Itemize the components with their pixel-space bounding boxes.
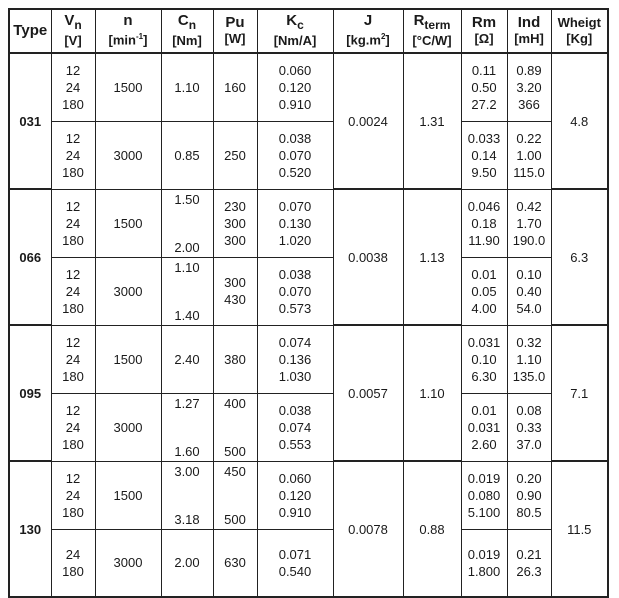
kc-cell-value: 0.910 xyxy=(278,504,312,520)
cn-cell-value: 1.10 xyxy=(174,259,200,275)
pu-cell-values xyxy=(214,274,257,308)
kc-cell-values xyxy=(258,62,333,113)
kc-cell-values xyxy=(258,130,333,181)
rm-cell-value: 27.2 xyxy=(471,96,497,112)
rm-cell xyxy=(461,529,507,597)
ind-cell-value: 1.70 xyxy=(516,215,542,231)
vn-cell-value: 12 xyxy=(65,266,81,282)
cn-cell xyxy=(161,393,213,461)
rm-cell-value: 0.019 xyxy=(467,546,501,562)
vn-cell xyxy=(51,529,95,597)
vn-cell-value: 24 xyxy=(65,79,81,95)
vn-cell-value: 24 xyxy=(65,351,81,367)
kc-cell-values xyxy=(258,470,333,521)
cn-cell: 2.00 xyxy=(161,529,213,597)
rm-cell-value: 0.031 xyxy=(467,334,501,350)
ind-cell-values xyxy=(508,402,551,453)
rm-cell xyxy=(461,53,507,121)
ind-cell-values xyxy=(508,266,551,317)
kc-cell xyxy=(257,257,333,325)
kc-cell xyxy=(257,189,333,257)
header-type: Type xyxy=(9,9,51,53)
vn-cell xyxy=(51,257,95,325)
vn-cell-value: 12 xyxy=(65,470,81,486)
weight-cell: 4.8 xyxy=(551,53,608,189)
rterm-cell: 1.13 xyxy=(403,189,461,325)
j-cell: 0.0078 xyxy=(333,461,403,597)
rm-cell-value: 0.05 xyxy=(471,283,497,299)
kc-cell-value: 0.074 xyxy=(278,334,312,350)
kc-cell-value: 0.070 xyxy=(278,283,312,299)
rterm-cell: 1.31 xyxy=(403,53,461,189)
ind-cell-value: 366 xyxy=(518,96,540,112)
ind-cell-value: 37.0 xyxy=(516,436,542,452)
ind-cell-value: 54.0 xyxy=(516,300,542,316)
header-ind: Ind [mH] xyxy=(507,9,551,53)
table-row xyxy=(9,529,608,597)
ind-cell-value: 1.10 xyxy=(516,351,542,367)
header-kc: $K_c$ [Nm/A] xyxy=(257,9,333,53)
j-cell: 0.0057 xyxy=(333,325,403,461)
rm-cell-value: 6.30 xyxy=(471,368,497,384)
table-row xyxy=(9,189,608,257)
kc-cell xyxy=(257,529,333,597)
cn-cell xyxy=(161,189,213,257)
table-row xyxy=(9,257,608,325)
ind-cell-value: 0.90 xyxy=(516,487,542,503)
ind-cell-values xyxy=(508,334,551,385)
table-row xyxy=(9,53,608,121)
type-cell: 130 xyxy=(9,461,51,597)
rm-cell-values xyxy=(462,62,507,113)
header-cn: $C_n$ [Nm] xyxy=(161,9,213,53)
kc-cell-value: 0.070 xyxy=(278,147,312,163)
kc-cell-value: 0.553 xyxy=(278,436,312,452)
vn-cell-value: 12 xyxy=(65,62,81,78)
cn-cell-value: 1.60 xyxy=(174,443,200,459)
rm-cell-values xyxy=(462,130,507,181)
n-cell: 1500 xyxy=(95,461,161,529)
n-cell: 3000 xyxy=(95,393,161,461)
j-cell: 0.0038 xyxy=(333,189,403,325)
ind-cell xyxy=(507,189,551,257)
rm-cell-value: 5.100 xyxy=(467,504,501,520)
table-row xyxy=(9,121,608,189)
kc-cell-values xyxy=(258,198,333,249)
rm-cell-value: 0.11 xyxy=(471,62,497,78)
vn-cell xyxy=(51,53,95,121)
vn-cell xyxy=(51,393,95,461)
ind-cell-value: 3.20 xyxy=(516,79,542,95)
n-cell: 1500 xyxy=(95,53,161,121)
ind-cell-value: 135.0 xyxy=(512,368,546,384)
kc-cell-value: 0.130 xyxy=(278,215,312,231)
kc-cell xyxy=(257,393,333,461)
ind-cell xyxy=(507,529,551,597)
vn-cell-value: 180 xyxy=(62,164,84,180)
rm-cell-value: 11.90 xyxy=(468,232,500,248)
pu-cell-value: 400 xyxy=(224,395,246,411)
j-cell: 0.0024 xyxy=(333,53,403,189)
kc-cell-value: 1.020 xyxy=(278,232,312,248)
pu-cell-value: 230 xyxy=(224,198,246,214)
vn-cell-value: 180 xyxy=(62,436,84,452)
header-rm: Rm [Ω] xyxy=(461,9,507,53)
vn-cell-value: 180 xyxy=(62,300,84,316)
pu-cell-value: 450 xyxy=(224,463,246,479)
rm-cell xyxy=(461,257,507,325)
vn-cell-values xyxy=(52,470,95,521)
pu-cell-value: 300 xyxy=(224,215,246,231)
rm-cell xyxy=(461,121,507,189)
rm-cell-values xyxy=(462,334,507,385)
vn-cell-value: 180 xyxy=(62,504,84,520)
rm-cell-values xyxy=(462,266,507,317)
ind-cell-value: 0.10 xyxy=(516,266,542,282)
header-rterm: $R_{term}$ [°C/W] xyxy=(403,9,461,53)
ind-cell xyxy=(507,393,551,461)
vn-cell-value: 24 xyxy=(65,147,81,163)
kc-cell xyxy=(257,53,333,121)
header-n: n $[\min^{-1}]$ xyxy=(95,9,161,53)
table-row xyxy=(9,393,608,461)
ind-cell xyxy=(507,325,551,393)
rm-cell-value: 0.019 xyxy=(467,470,501,486)
cn-cell-value: 1.40 xyxy=(174,307,200,323)
kc-cell-value: 0.060 xyxy=(278,470,312,486)
type-cell: 031 xyxy=(9,53,51,189)
ind-cell-value: 0.20 xyxy=(516,470,542,486)
pu-cell xyxy=(213,257,257,325)
vn-cell-values xyxy=(52,130,95,181)
ind-cell-values xyxy=(508,546,551,580)
weight-cell: 11.5 xyxy=(551,461,608,597)
rm-cell-value: 0.18 xyxy=(471,215,497,231)
vn-cell-value: 24 xyxy=(65,419,81,435)
pu-cell-value: 500 xyxy=(224,511,246,527)
ind-cell xyxy=(507,121,551,189)
rm-cell-value: 0.01 xyxy=(471,266,497,282)
cn-cell xyxy=(161,257,213,325)
ind-cell-value: 26.3 xyxy=(516,563,542,579)
vn-cell-values xyxy=(52,266,95,317)
kc-cell xyxy=(257,461,333,529)
pu-cell xyxy=(213,461,257,529)
kc-cell-value: 0.910 xyxy=(278,96,312,112)
rm-cell-value: 2.60 xyxy=(471,436,497,452)
ind-cell xyxy=(507,461,551,529)
rm-cell xyxy=(461,325,507,393)
rm-cell-value: 9.50 xyxy=(471,164,497,180)
ind-cell-value: 0.42 xyxy=(516,198,542,214)
cn-cell-value: 3.00 xyxy=(174,463,200,479)
vn-cell xyxy=(51,121,95,189)
header-row xyxy=(9,9,608,53)
vn-cell xyxy=(51,325,95,393)
kc-cell-values xyxy=(258,402,333,453)
vn-cell-value: 12 xyxy=(65,334,81,350)
pu-cell: 160 xyxy=(213,53,257,121)
vn-cell-value: 180 xyxy=(62,232,84,248)
table-row xyxy=(9,461,608,529)
rm-cell xyxy=(461,393,507,461)
vn-cell xyxy=(51,461,95,529)
n-cell: 1500 xyxy=(95,189,161,257)
n-cell: 1500 xyxy=(95,325,161,393)
weight-cell: 6.3 xyxy=(551,189,608,325)
vn-cell-values xyxy=(52,546,95,580)
ind-cell-values xyxy=(508,130,551,181)
rm-cell-values xyxy=(462,198,507,249)
kc-cell-value: 0.573 xyxy=(278,300,312,316)
rm-cell-value: 4.00 xyxy=(471,300,497,316)
kc-cell-values xyxy=(258,266,333,317)
rterm-cell: 1.10 xyxy=(403,325,461,461)
type-cell: 095 xyxy=(9,325,51,461)
cn-cell-value: 1.50 xyxy=(174,191,200,207)
n-cell: 3000 xyxy=(95,257,161,325)
vn-cell-value: 24 xyxy=(65,546,81,562)
pu-cell: 380 xyxy=(213,325,257,393)
rm-cell-value: 0.50 xyxy=(471,79,497,95)
n-cell: 3000 xyxy=(95,529,161,597)
rm-cell-value: 0.046 xyxy=(467,198,501,214)
pu-cell-value: 500 xyxy=(224,443,246,459)
rm-cell-value: 0.01 xyxy=(471,402,497,418)
cn-cell-value: 3.18 xyxy=(174,511,200,527)
cn-cell: 2.40 xyxy=(161,325,213,393)
kc-cell-value: 0.120 xyxy=(278,487,312,503)
weight-cell: 7.1 xyxy=(551,325,608,461)
ind-cell-values xyxy=(508,62,551,113)
ind-cell-value: 0.08 xyxy=(516,402,542,418)
vn-cell-value: 12 xyxy=(65,130,81,146)
vn-cell-values xyxy=(52,334,95,385)
vn-cell-values xyxy=(52,62,95,113)
kc-cell xyxy=(257,121,333,189)
kc-cell-value: 0.038 xyxy=(278,130,312,146)
pu-cell-value: 300 xyxy=(224,275,246,290)
ind-cell-value: 115.0 xyxy=(513,164,545,180)
rm-cell xyxy=(461,461,507,529)
pu-cell-value: 300 xyxy=(224,232,246,248)
ind-cell-values xyxy=(508,198,551,249)
pu-cell xyxy=(213,189,257,257)
kc-cell-value: 0.070 xyxy=(278,198,312,214)
vn-cell-value: 12 xyxy=(65,198,81,214)
ind-cell-value: 0.32 xyxy=(516,334,542,350)
ind-cell-value: 1.00 xyxy=(516,147,542,163)
ind-cell-value: 0.89 xyxy=(516,62,542,78)
ind-cell-value: 80.5 xyxy=(516,504,542,520)
vn-cell-value: 24 xyxy=(65,283,81,299)
cn-cell xyxy=(161,461,213,529)
rm-cell-value: 0.031 xyxy=(467,419,501,435)
kc-cell-value: 0.038 xyxy=(278,266,312,282)
pu-cell: 250 xyxy=(213,121,257,189)
ind-cell-value: 0.21 xyxy=(516,546,542,562)
table-row xyxy=(9,325,608,393)
rm-cell-value: 0.080 xyxy=(467,487,501,503)
rterm-cell: 0.88 xyxy=(403,461,461,597)
cn-cell: 1.10 xyxy=(161,53,213,121)
pu-cell-values xyxy=(214,198,257,249)
vn-cell-values xyxy=(52,402,95,453)
ind-cell xyxy=(507,53,551,121)
kc-cell-values xyxy=(258,546,333,580)
header-weight: Wheigt [Kg] xyxy=(551,9,608,53)
kc-cell-value: 0.060 xyxy=(278,62,312,78)
header-pu: Pu [W] xyxy=(213,9,257,53)
n-cell: 3000 xyxy=(95,121,161,189)
vn-cell-value: 12 xyxy=(65,402,81,418)
table-body xyxy=(9,53,608,597)
vn-cell-value: 24 xyxy=(65,487,81,503)
kc-cell xyxy=(257,325,333,393)
kc-cell-value: 0.540 xyxy=(278,563,312,579)
kc-cell-value: 0.120 xyxy=(278,79,312,95)
vn-cell xyxy=(51,189,95,257)
ind-cell-value: 0.33 xyxy=(516,419,542,435)
vn-cell-value: 180 xyxy=(62,368,84,384)
rm-cell-values xyxy=(462,402,507,453)
ind-cell-value: 0.40 xyxy=(516,283,542,299)
pu-cell xyxy=(213,393,257,461)
vn-cell-value: 24 xyxy=(65,215,81,231)
cn-cell-value: 1.27 xyxy=(174,395,200,411)
kc-cell-value: 0.520 xyxy=(278,164,312,180)
rm-cell-value: 0.033 xyxy=(467,130,501,146)
header-j: J $[kg.m^2]$ xyxy=(333,9,403,53)
ind-cell-value: 0.22 xyxy=(516,130,542,146)
rm-cell xyxy=(461,189,507,257)
kc-cell-value: 0.071 xyxy=(278,546,312,562)
cn-cell: 0.85 xyxy=(161,121,213,189)
vn-cell-value: 180 xyxy=(62,563,84,579)
pu-cell: 630 xyxy=(213,529,257,597)
rm-cell-value: 1.800 xyxy=(467,563,501,579)
kc-cell-value: 0.074 xyxy=(278,419,312,435)
rm-cell-value: 0.10 xyxy=(471,351,497,367)
ind-cell-value: 190.0 xyxy=(512,232,546,248)
motor-spec-table xyxy=(8,8,609,598)
kc-cell-value: 1.030 xyxy=(278,368,312,384)
kc-cell-value: 0.136 xyxy=(278,351,312,367)
cn-cell-value: 2.00 xyxy=(174,239,200,255)
ind-cell-values xyxy=(508,470,551,521)
type-cell: 066 xyxy=(9,189,51,325)
kc-cell-value: 0.038 xyxy=(278,402,312,418)
rm-cell-values xyxy=(462,470,507,521)
ind-cell xyxy=(507,257,551,325)
kc-cell-values xyxy=(258,334,333,385)
vn-cell-values xyxy=(52,198,95,249)
vn-cell-value: 180 xyxy=(62,96,84,112)
header-vn: $V_n$ [V] xyxy=(51,9,95,53)
pu-cell-value: 430 xyxy=(224,292,246,307)
rm-cell-values xyxy=(462,546,507,580)
rm-cell-value: 0.14 xyxy=(471,147,497,163)
